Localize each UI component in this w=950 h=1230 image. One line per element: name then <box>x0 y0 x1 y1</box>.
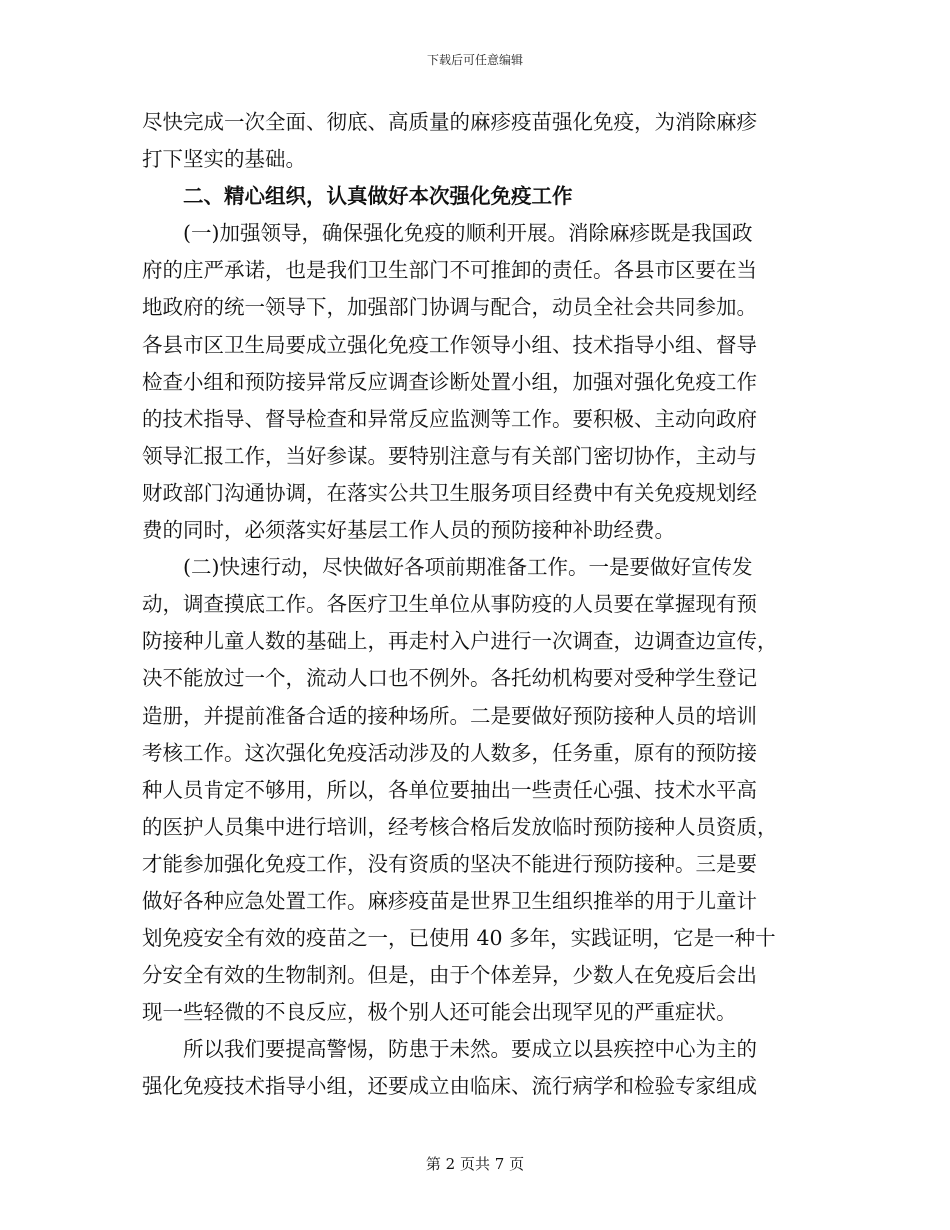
body-line: 考核工作。这次强化免疫活动涉及的人数多，任务重，原有的预防接 <box>142 740 757 765</box>
page-footer: 第 2 页共 7 页 <box>425 1155 525 1173</box>
body-line: 领导汇报工作，当好参谋。要特别注意与有关部门密切协作，主动与 <box>142 443 757 468</box>
body-line: 各县市区卫生局要成立强化免疫工作领导小组、技术指导小组、督导 <box>142 332 757 357</box>
body-line: 防接种儿童人数的基础上，再走村入户进行一次调查，边调查边宣传， <box>142 629 778 654</box>
body-line: 现一些轻微的不良反应，极个别人还可能会出现罕见的严重症状。 <box>142 1000 737 1025</box>
document-body <box>142 104 807 1106</box>
body-line: 种人员肯定不够用，所以，各单位要抽出一些责任心强、技术水平高 <box>142 777 757 802</box>
body-line: (一)加强领导，确保强化免疫的顺利开展。消除麻疹既是我国政 <box>183 221 753 246</box>
body-line: 财政部门沟通协调，在落实公共卫生服务项目经费中有关免疫规划经 <box>142 480 757 505</box>
body-line: 的技术指导、督导检查和异常反应监测等工作。要积极、主动向政府 <box>142 406 757 431</box>
body-line: 做好各种应急处置工作。麻疹疫苗是世界卫生组织推举的用于儿童计 <box>142 888 757 913</box>
body-line: 的医护人员集中进行培训，经考核合格后发放临时预防接种人员资质， <box>142 814 778 839</box>
body-line: 尽快完成一次全面、彻底、高质量的麻疹疫苗强化免疫，为消除麻疹 <box>142 110 757 134</box>
body-line: 检查小组和预防接异常反应调查诊断处置小组，加强对强化免疫工作 <box>142 369 757 394</box>
body-line: 分安全有效的生物制剂。但是，由于个体差异，少数人在免疫后会出 <box>142 963 757 988</box>
body-line: 动，调查摸底工作。各医疗卫生单位从事防疫的人员要在掌握现有预 <box>142 592 757 617</box>
body-line: 地政府的统一领导下，加强部门协调与配合，动员全社会共同参加。 <box>142 295 757 320</box>
body-line: 费的同时，必须落实好基层工作人员的预防接种补助经费。 <box>142 518 675 543</box>
section-heading: 二、精心组织，认真做好本次强化免疫工作 <box>183 184 573 209</box>
body-line: 划免疫安全有效的疫苗之一，已使用 40 多年，实践证明，它是一种十 <box>142 926 776 951</box>
body-line: 决不能放过一个，流动人口也不例外。各托幼机构要对受种学生登记 <box>142 666 757 691</box>
body-line: 造册，并提前准备合适的接种场所。二是要做好预防接种人员的培训 <box>142 703 757 728</box>
body-line: 强化免疫技术指导小组，还要成立由临床、流行病学和检验专家组成 <box>142 1074 757 1099</box>
page-header: 下载后可任意编辑 <box>426 53 523 67</box>
body-line: 打下坚实的基础。 <box>142 147 306 172</box>
body-line: 府的庄严承诺，也是我们卫生部门不可推卸的责任。各县市区要在当 <box>142 258 757 283</box>
body-line: 所以我们要提高警惕，防患于未然。要成立以县疾控中心为主的 <box>183 1037 757 1062</box>
body-line: 才能参加强化免疫工作，没有资质的坚决不能进行预防接种。三是要 <box>142 851 757 876</box>
body-line: (二)快速行动，尽快做好各项前期准备工作。一是要做好宣传发 <box>183 555 753 580</box>
